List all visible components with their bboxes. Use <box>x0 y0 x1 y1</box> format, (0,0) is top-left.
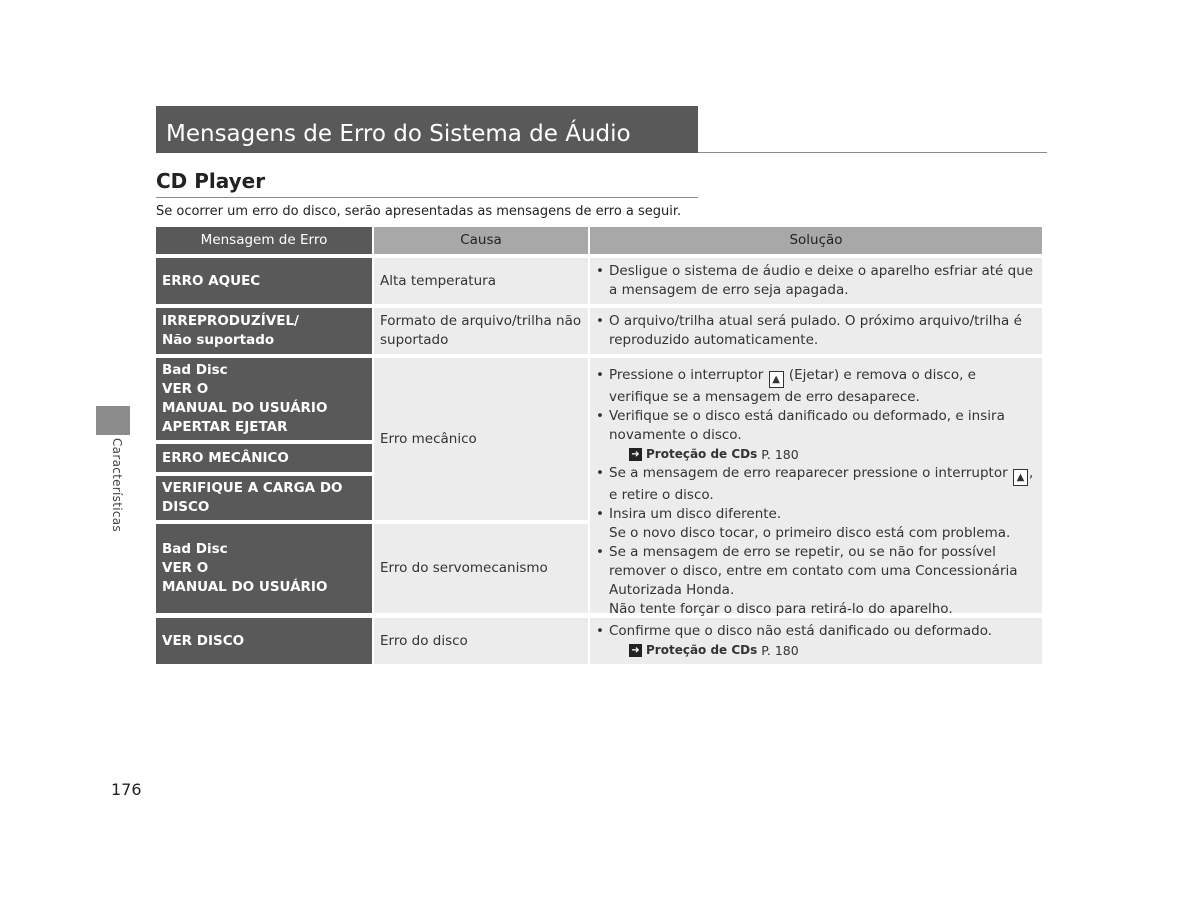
cause-text: Erro do servomecanismo <box>380 560 548 576</box>
cause-text: Erro do disco <box>380 632 468 649</box>
table-row-bad-disc-eject-message <box>156 358 372 440</box>
solution-bullet <box>594 407 1036 464</box>
solution-text: Confirme que o disco não está danificado ou deformado. <box>609 623 993 639</box>
solution-bullet <box>594 543 1036 619</box>
message-text: VER DISCO <box>162 632 245 649</box>
table-row-irreproduzivel-message <box>156 308 372 354</box>
solution-text: (Ejetar) e remova o disco, e verifique se a mensagem de erro desaparece. <box>609 367 976 405</box>
message-text: MANUAL DO USUÁRIO <box>162 400 328 416</box>
solution-text: Se a mensagem de erro reaparecer pressione o interruptor <box>609 465 1008 481</box>
message-text: VER O <box>162 560 209 576</box>
eject-icon: ▲ <box>1013 469 1028 486</box>
reference-link[interactable] <box>609 641 1036 660</box>
solution-bullet <box>594 505 1036 543</box>
message-text: IRREPRODUZÍVEL/ <box>162 313 299 329</box>
table-row-servo-cause <box>374 524 588 613</box>
solution-text: Se o novo disco tocar, o primeiro disco está com problema. <box>609 525 1011 541</box>
message-text: VERIFIQUE A CARGA DO DISCO <box>162 480 343 515</box>
table-row-ver-disco-solution <box>590 618 1042 664</box>
subtitle-rule <box>156 197 698 198</box>
message-text: MANUAL DO USUÁRIO <box>162 579 328 595</box>
page-number: 176 <box>111 780 142 799</box>
reference-title: Proteção de CDs <box>646 447 758 461</box>
message-text: Bad Disc <box>162 541 228 557</box>
reference-arrow-icon: ➜ <box>629 644 642 657</box>
reference-link[interactable] <box>609 445 1036 464</box>
message-text: Não suportado <box>162 332 275 348</box>
cause-text: Erro mecânico <box>380 430 477 447</box>
table-row-erro-mecanico-message <box>156 444 372 472</box>
reference-page: P. 180 <box>761 643 799 658</box>
table-row-shared-solution <box>590 358 1042 617</box>
solution-bullet: • O arquivo/trilha atual será pulado. O próximo arquivo/trilha é reproduzido automaticamente. <box>594 312 1036 350</box>
table-row-ver-disco-message <box>156 618 372 664</box>
header-cause: Causa <box>374 227 588 254</box>
reference-title: Proteção de CDs <box>646 643 758 657</box>
message-text: ERRO AQUEC <box>162 272 261 289</box>
solution-text: • Insira um disco diferente. <box>609 506 782 522</box>
solution-text: • Se a mensagem de erro se repetir, ou se não for possível remover o disco, entre em contato com uma Concessionária Autorizada Honda. <box>609 544 1018 598</box>
side-tab-label: Características <box>110 438 124 532</box>
table-row-ver-disco-cause <box>374 618 588 664</box>
message-text: APERTAR EJETAR <box>162 419 288 435</box>
message-text: Bad Disc <box>162 362 228 378</box>
solution-text: Verifique se o disco está danificado ou deformado, e insira novamente o disco. <box>609 408 1005 443</box>
side-tab <box>96 406 130 435</box>
table-row-irreproduzivel-solution <box>590 308 1042 354</box>
solution-bullet <box>594 366 1036 407</box>
page-subtitle: CD Player <box>156 169 266 193</box>
reference-page: P. 180 <box>761 447 799 462</box>
section-title: Mensagens de Erro do Sistema de Áudio <box>156 106 698 153</box>
reference-arrow-icon: ➜ <box>629 448 642 461</box>
table-row-mecanico-cause <box>374 358 588 520</box>
table-row-erro-aquec-message <box>156 258 372 304</box>
solution-bullet <box>594 464 1036 505</box>
solution-text: Pressione o interruptor <box>609 367 764 383</box>
eject-icon: ▲ <box>769 371 784 388</box>
message-text: VER O <box>162 381 209 397</box>
table-row-erro-aquec-cause <box>374 258 588 304</box>
intro-text: Se ocorrer um erro do disco, serão apresentadas as mensagens de erro a seguir. <box>156 204 682 219</box>
cause-text: Alta temperatura <box>380 272 496 289</box>
table-row-servo-message <box>156 524 372 613</box>
message-text: ERRO MECÂNICO <box>162 449 289 466</box>
solution-bullet <box>594 622 1036 660</box>
section-title-rule <box>698 152 1047 153</box>
header-solution: Solução <box>590 227 1042 254</box>
table-row-irreproduzivel-cause <box>374 308 588 354</box>
solution-text: , e retire o disco. <box>609 465 1034 503</box>
header-message: Mensagem de Erro <box>156 227 372 254</box>
cause-text: Formato de arquivo/trilha não suportado <box>380 313 582 348</box>
table-row-verifique-carga-message <box>156 476 372 520</box>
solution-bullet: • Desligue o sistema de áudio e deixe o aparelho esfriar até que a mensagem de erro seja apagada. <box>594 262 1036 300</box>
solution-text: Não tente forçar o disco para retirá-lo do aparelho. <box>609 601 953 617</box>
table-row-erro-aquec-solution <box>590 258 1042 304</box>
